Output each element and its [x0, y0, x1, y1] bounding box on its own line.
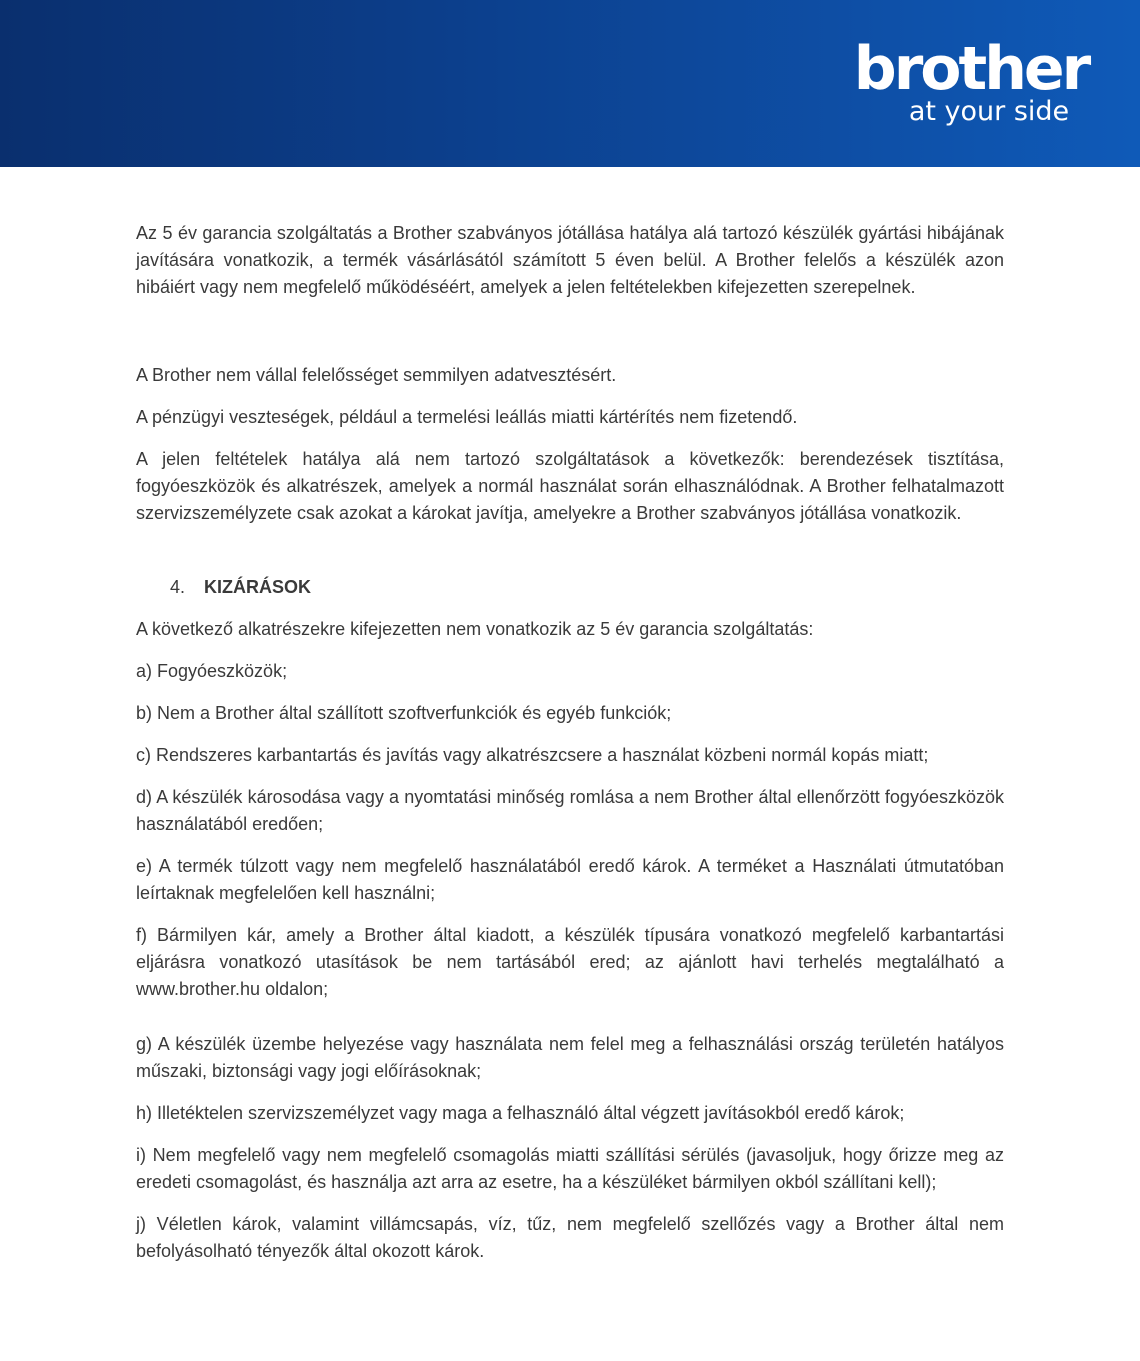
document-body	[136, 220, 1004, 1280]
brother-logo	[846, 34, 1096, 138]
logo-wordmark: brother	[853, 34, 1089, 104]
paragraph-financial-loss: A pénzügyi veszteségek, például a termelési leállás miatti kártérítés nem fizetendő.	[136, 407, 798, 427]
exclusion-item-i: i) Nem megfelelő vagy nem megfelelő csomagolás miatti szállítási sérülés (javasoljuk, hogy őrizze meg az eredeti csomagolást, és használja azt arra az esetre, ha a készüléket bármilyen okból szállítani kell);	[136, 1145, 1004, 1192]
paragraph-excluded-services: A jelen feltételek hatálya alá nem tartozó szolgáltatások a következők: berendezések tisztítása, fogyóeszközök és alkatrészek, amelyek a normál használat során elhasználódnak. A Brother felhatalmazott szervizszemélyzete csak azokat a károkat javítja, amelyekre a Brother szabványos jótállása vonatkozik.	[136, 449, 1004, 523]
exclusion-item-d: d) A készülék károsodása vagy a nyomtatási minőség romlása a nem Brother által ellenőrzött fogyóeszközök használatából eredően;	[136, 787, 1004, 834]
paragraph-data-loss: A Brother nem vállal felelősséget semmilyen adatvesztésért.	[136, 365, 617, 385]
section-title: KIZÁRÁSOK	[204, 577, 311, 597]
section-number: 4.	[170, 577, 186, 597]
exclusion-item-f: f) Bármilyen kár, amely a Brother által kiadott, a készülék típusára vonatkozó megfelelő karbantartási eljárásra vonatkozó utasítások be nem tartásából ered; az ajánlott havi terhelés megtalálható a www.brother.hu oldalon;	[136, 925, 1004, 999]
exclusion-item-b: b) Nem a Brother által szállított szoftverfunkciók és egyéb funkciók;	[136, 703, 672, 723]
exclusion-item-e: e) A termék túlzott vagy nem megfelelő használatából eredő károk. A terméket a Használati útmutatóban leírtaknak megfelelően kell használni;	[136, 856, 1004, 903]
logo-tagline: at your side	[908, 96, 1070, 127]
exclusion-item-j: j) Véletlen károk, valamint villámcsapás, víz, tűz, nem megfelelő szellőzés vagy a Brother által nem befolyásolható tényezők által okozott károk.	[136, 1214, 1004, 1261]
exclusion-item-c: c) Rendszeres karbantartás és javítás vagy alkatrészcsere a használat közbeni normál kopás miatt;	[136, 745, 929, 765]
section-heading	[170, 574, 1004, 601]
page-header-banner	[0, 0, 1140, 167]
section-intro: A következő alkatrészekre kifejezetten nem vonatkozik az 5 év garancia szolgáltatás:	[136, 619, 814, 639]
exclusion-item-g: g) A készülék üzembe helyezése vagy használata nem felel meg a felhasználási ország területén hatályos műszaki, biztonsági vagy jogi előírásoknak;	[136, 1034, 1004, 1081]
exclusion-item-a: a) Fogyóeszközök;	[136, 661, 288, 681]
exclusion-item-h: h) Illetéktelen szervizszemélyzet vagy maga a felhasználó által végzett javításokból eredő károk;	[136, 1103, 905, 1123]
paragraph-warranty-scope: Az 5 év garancia szolgáltatás a Brother szabványos jótállása hatálya alá tartozó készülék gyártási hibájának javítására vonatkozik, a termék vásárlásától számított 5 éven belül. A Brother felelős a készülék azon hibáiért vagy nem megfelelő működéséért, amelyek a jelen feltételekben kifejezetten szerepelnek.	[136, 223, 1004, 297]
